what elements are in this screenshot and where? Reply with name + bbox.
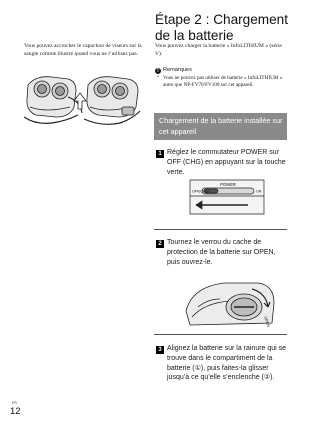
step-text-3: Alignez la batterie sur la rainure qui se trouve dans le compartiment de la batterie (①), puis faites-la glisser jusqu’à ce qu’elle s’enclenche (②). [167,345,287,382]
language-code: FR [12,401,17,405]
section-banner [154,113,287,140]
step-number-1: 1 [156,150,164,158]
battery-lid-illustration [184,277,276,329]
power-switch-illustration [188,178,266,216]
lid-open-label: OPEN [263,315,271,328]
battery-intro-text: Vous pouvez charger la batterie « InfoLITHIUM » (série V). [155,43,282,57]
step-divider [154,229,287,230]
notes-icon: ! [155,68,161,74]
notes-heading: Remarques [163,67,192,73]
switch-power-label: POWER [220,182,236,187]
binocular-strap-illustration [22,67,142,129]
switch-on-label: ON [256,189,262,194]
bullet-icon: • [157,74,159,80]
page-title: Étape 2 : Chargement de la batterie [155,12,288,43]
switch-off-label: OFF(CHG) [192,189,210,194]
strap-intro-text: Vous pouvez accrocher le capuchon de viseurs sur la sangle comme illustré quand vous ne l’utilisez pas. [24,43,142,57]
step-number-3: 3 [156,346,164,354]
step-text-2: Tournez le verrou du cache de protection de la batterie sur OPEN, puis ouvrez-le. [167,239,276,266]
step-number-2: 2 [156,240,164,248]
page-number: 12 [10,406,21,417]
note-text: Vous ne pouvez pas utiliser de batterie « InfoLITHIUM » autre que NP-FV70/FV100 sur cet appareil. [163,75,283,88]
step-divider [154,334,287,335]
step-text-1: Réglez le commutateur POWER sur OFF (CHG) en appuyant sur la touche verte. [167,149,286,176]
section-title: Chargement de la batterie installée sur cet appareil [159,116,283,136]
